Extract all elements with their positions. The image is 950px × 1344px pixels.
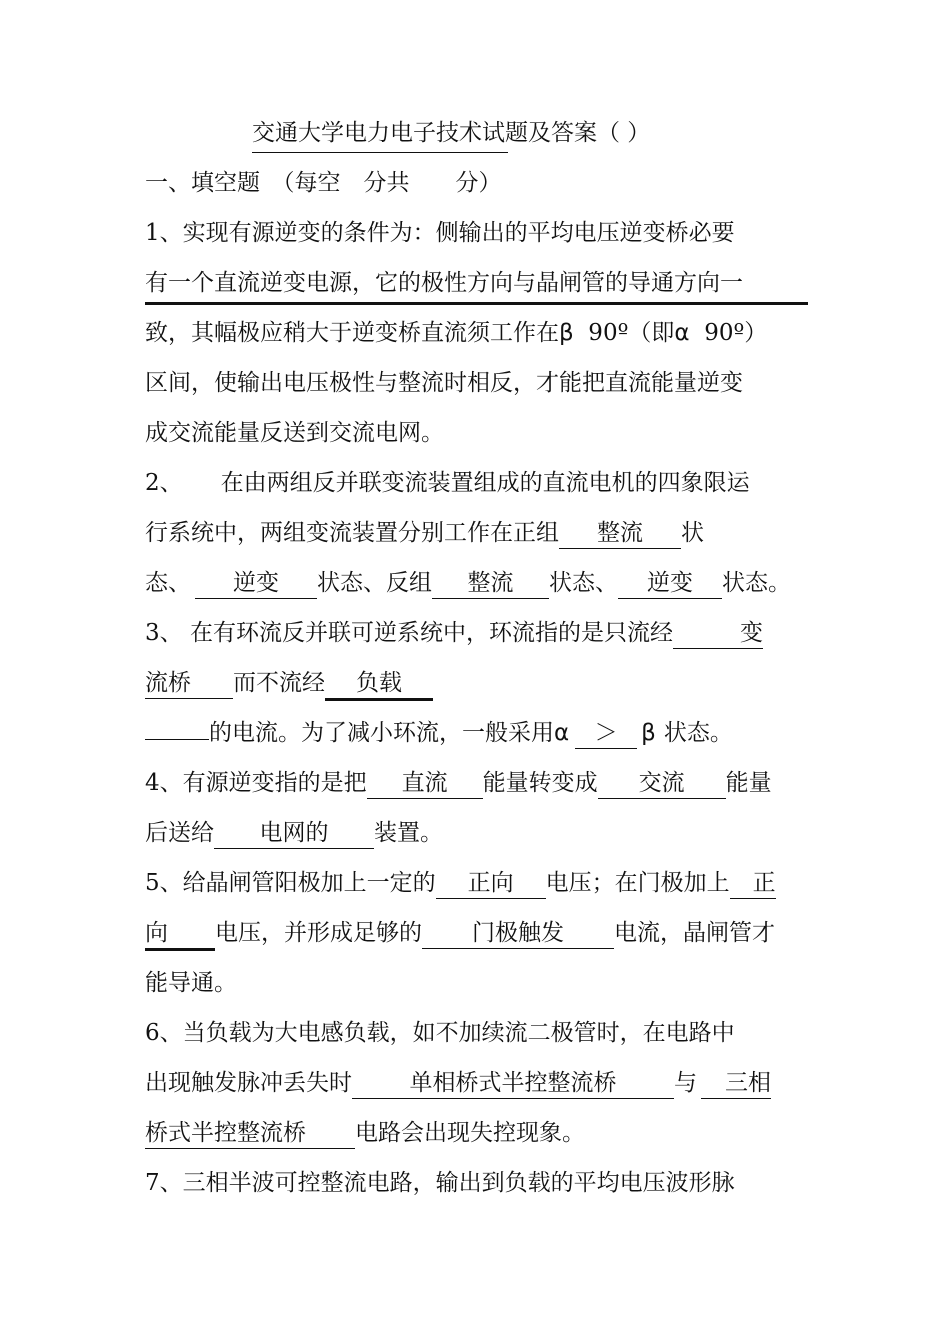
title-text: 交通大学电力电子技术试题及答案（ ） (252, 120, 651, 146)
q5-answer-1: 正向 (436, 868, 546, 899)
q3-answer-2: 负载 (325, 668, 433, 701)
q3-answer-2-cont (145, 739, 209, 740)
q6-line-2 (145, 1066, 771, 1100)
q4-line-1 (145, 766, 772, 800)
q5-line-1 (145, 866, 776, 900)
q4-line-2-end: 装置。 (374, 820, 443, 846)
q2-line-3-text-2: 状态、 (549, 570, 618, 596)
q6-line-3-end: 电路会出现失控现象。 (355, 1120, 585, 1146)
q7-line-1: 7、三相半波可控整流电路，输出到负载的平均电压波形脉 (145, 1170, 735, 1196)
q6-answer-1: 单相桥式半控整流桥 (352, 1068, 674, 1099)
document-title (252, 116, 650, 150)
q2-answer-4: 逆变 (618, 568, 722, 599)
q5-answer-2b: 向 (145, 918, 215, 951)
q1-line-3 (145, 316, 767, 350)
q6-line-2-mid: 与 (674, 1070, 697, 1096)
q2-answer-3: 整流 (432, 568, 549, 599)
q3-answer-3: ＞ (575, 718, 637, 749)
q1-answer-underline (145, 302, 808, 305)
q3-line-3 (145, 716, 733, 750)
q2-answer-2: 逆变 (195, 568, 317, 599)
q2-line-1-text: 在由两组反并联变流装置组成的直流电机的四象限运 (220, 470, 750, 496)
q2-line-2-text: 行系统中，两组变流装置分别工作在正组 (145, 520, 559, 546)
title-underline (252, 152, 508, 153)
q3-answer-1a: 变 (673, 618, 763, 649)
q4-line-1-mid: 能量转变成 (482, 770, 598, 796)
q5-line-2 (145, 916, 775, 950)
q2-line-1 (145, 466, 750, 500)
beta-symbol-2: β (641, 720, 656, 746)
beta-symbol: β (559, 320, 574, 346)
q2-number: 2、 (145, 470, 183, 496)
q2-line-3-start: 态、 (145, 570, 191, 596)
q3-line-1-text: 3、 在有环流反并联可逆系统中，环流指的是只流经 (145, 620, 673, 646)
q1-line-1: 1、实现有源逆变的条件为：侧输出的平均电压逆变桥必要 (145, 220, 735, 246)
q1-line-3-mid: 90º（即 (573, 320, 675, 346)
q2-line-2-end: 状 (681, 520, 704, 546)
q1-line-5: 成交流能量反送到交流电网。 (145, 420, 444, 446)
q2-line-3-end: 状态。 (722, 570, 791, 596)
q3-line-3-text: 的电流。为了减小环流，一般采用 (209, 720, 554, 746)
q6-line-1: 6、当负载为大电感负载，如不加续流二极管时，在电路中 (145, 1020, 735, 1046)
q5-line-2-text: 电压，并形成足够的 (215, 920, 422, 946)
q5-line-2-end: 电流，晶闸管才 (614, 920, 775, 946)
q1-line-3-end: 90º） (689, 320, 768, 346)
q5-line-1-text: 5、给晶闸管阳极加上一定的 (145, 870, 436, 896)
q2-line-3 (145, 566, 791, 600)
q4-answer-2: 交流 (598, 768, 726, 799)
q3-line-2-text: 而不流经 (233, 670, 325, 696)
q4-answer-1: 直流 (367, 768, 483, 799)
q6-line-2-text: 出现触发脉冲丢失时 (145, 1070, 352, 1096)
q4-line-1-text: 4、有源逆变指的是把 (145, 770, 367, 796)
q4-line-2-text: 后送给 (145, 820, 214, 846)
q2-line-3-text-1: 状态、反组 (317, 570, 432, 596)
alpha-symbol: α (674, 320, 690, 346)
q4-line-2 (145, 816, 443, 850)
q4-answer-3: 电网的 (214, 818, 374, 849)
q3-line-1 (145, 616, 763, 650)
q2-answer-1: 整流 (559, 518, 681, 549)
q5-line-3: 能导通。 (145, 970, 237, 996)
q5-answer-3: 门极触发 (422, 918, 614, 949)
alpha-symbol-2: α (554, 720, 570, 746)
q5-line-1-mid: 电压；在门极加上 (545, 870, 730, 896)
q1-line-4: 区间，使输出电压极性与整流时相反，才能把直流能量逆变 (145, 370, 743, 396)
q1-line-3-text: 致，其幅极应稍大于逆变桥直流须工作在 (145, 320, 559, 346)
q6-answer-2a: 三相 (701, 1068, 771, 1099)
q4-line-1-end: 能量 (725, 770, 772, 796)
q5-answer-2a: 正 (730, 868, 776, 899)
q6-answer-2b: 桥式半控整流桥 (145, 1118, 355, 1149)
q3-answer-1b: 流桥 (145, 668, 233, 699)
q1-line-2: 有一个直流逆变电源，它的极性方向与晶闸管的导通方向一 (145, 270, 743, 296)
q3-line-2 (145, 666, 433, 700)
q2-line-2 (145, 516, 704, 550)
q6-line-3 (145, 1116, 585, 1150)
section-heading: 一、填空题 （每空 分共 分） (145, 170, 502, 196)
q3-line-3-end: 状态。 (663, 720, 733, 746)
